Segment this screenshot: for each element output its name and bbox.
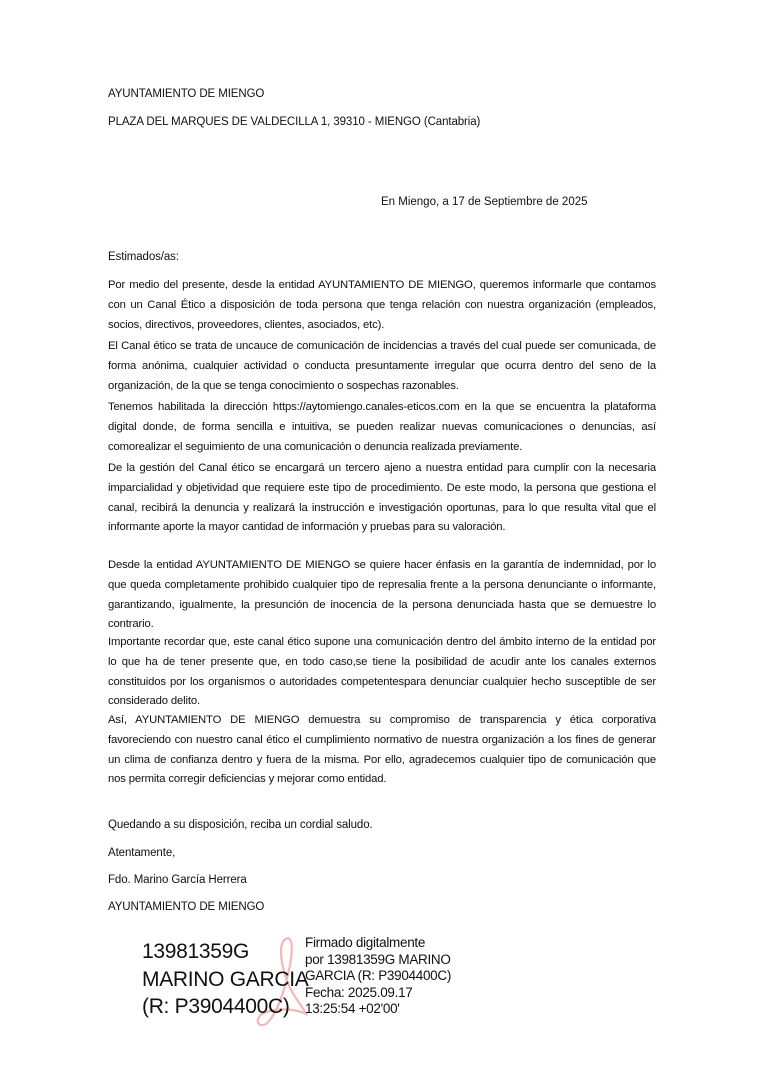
- header-organization: AYUNTAMIENTO DE MIENGO: [108, 88, 265, 100]
- paragraph-canal-definition: El Canal ético se trata de uncauce de comunicación de incidencias a través del cual puede ser comunicada, de forma anónima, cualquier actividad o conducta presuntamente irregular que ocurra dentro del seno de la organización, de la que se tenga conocimiento o sospechas razonables.: [108, 340, 656, 392]
- signature-detail-line: 13:25:54 +02'00': [305, 1001, 400, 1016]
- signature-name-block: [142, 938, 308, 1021]
- paragraph-external-channels: Importante recordar que, este canal ético supone una comunicación dentro del ámbito interno de la entidad por lo que ha de tener presente que, en todo caso,se tiene la posibilidad de acudir ante los canales externos constituidos por los organismos o autoridades competentespara denunciar cualquier hecho susceptible de ser considerado delito.: [108, 636, 656, 708]
- header-address: PLAZA DEL MARQUES DE VALDECILLA 1, 39310 - MIENGO (Cantabria): [108, 116, 481, 128]
- date-line: En Miengo, a 17 de Septiembre de 2025: [381, 196, 588, 208]
- signature-detail-line: Fecha: 2025.09.17: [305, 984, 413, 1000]
- signature-details-block: [305, 935, 451, 1018]
- closing-farewell: Quedando a su disposición, reciba un cordial saludo.: [108, 819, 373, 831]
- paragraph-management: De la gestión del Canal ético se encargará un tercero ajeno a nuestra entidad para cumplir con la necesaria imparcialidad y objetividad que requiere este tipo de procedimiento. De este modo, la persona que gestiona el canal, recibirá la denuncia y realizará la instrucción e investigación oportunas, para lo que resulta vital que el informante aporte la mayor cantidad de información y pruebas para su valoración.: [108, 462, 656, 534]
- signature-name-line: (R: P3904400C): [142, 995, 290, 1018]
- signature-name-line: 13981359G: [142, 940, 250, 963]
- paragraph-indemnity: Desde la entidad AYUNTAMIENTO DE MIENGO se quiere hacer énfasis en la garantía de indemnidad, por lo que queda completamente prohibido cualquier tipo de represalia frente a la persona denunciante o informante, garantizando, igualmente, la presunción de inocencia de la persona denunciada hasta que se demuestre lo contrario.: [108, 559, 656, 631]
- closing-organization: AYUNTAMIENTO DE MIENGO: [108, 901, 265, 913]
- paragraph-intro: Por medio del presente, desde la entidad AYUNTAMIENTO DE MIENGO, queremos informarle que contamos con un Canal Ético a disposición de toda persona que tenga relación con nuestra organización (empleados, socios, directivos, proveedores, clientes, asociados, etc).: [108, 279, 656, 331]
- signature-detail-line: GARCIA (R: P3904400C): [305, 968, 452, 983]
- signature-name-line: MARINO GARCIA: [142, 967, 309, 991]
- paragraph-platform-url: Tenemos habilitada la dirección https://aytomiengo.canales-eticos.com en la que se encuentra la plataforma digital donde, de forma sencilla e intuitiva, se pueden realizar nuevas comunicaciones o denuncias, así comorealizar el seguimiento de una comunicación o denuncia realizada previamente.: [108, 401, 656, 453]
- closing-sign-off: Atentamente,: [108, 847, 176, 859]
- paragraph-commitment: Así, AYUNTAMIENTO DE MIENGO demuestra su compromiso de transparencia y ética corporativa favoreciendo con nuestro canal ético el cumplimiento normativo de nuestra organización a los fines de generar un clima de confianza dentro y fuera de la misma. Por ello, agradecemos cualquier tipo de comunicación que nos permita corregir deficiencias y mejorar como entidad.: [108, 714, 656, 786]
- greeting: Estimados/as:: [108, 251, 179, 263]
- closing-signer: Fdo. Marino García Herrera: [108, 874, 247, 886]
- signature-detail-line: por 13981359G MARINO: [305, 951, 451, 967]
- signature-detail-line: Firmado digitalmente: [305, 935, 426, 950]
